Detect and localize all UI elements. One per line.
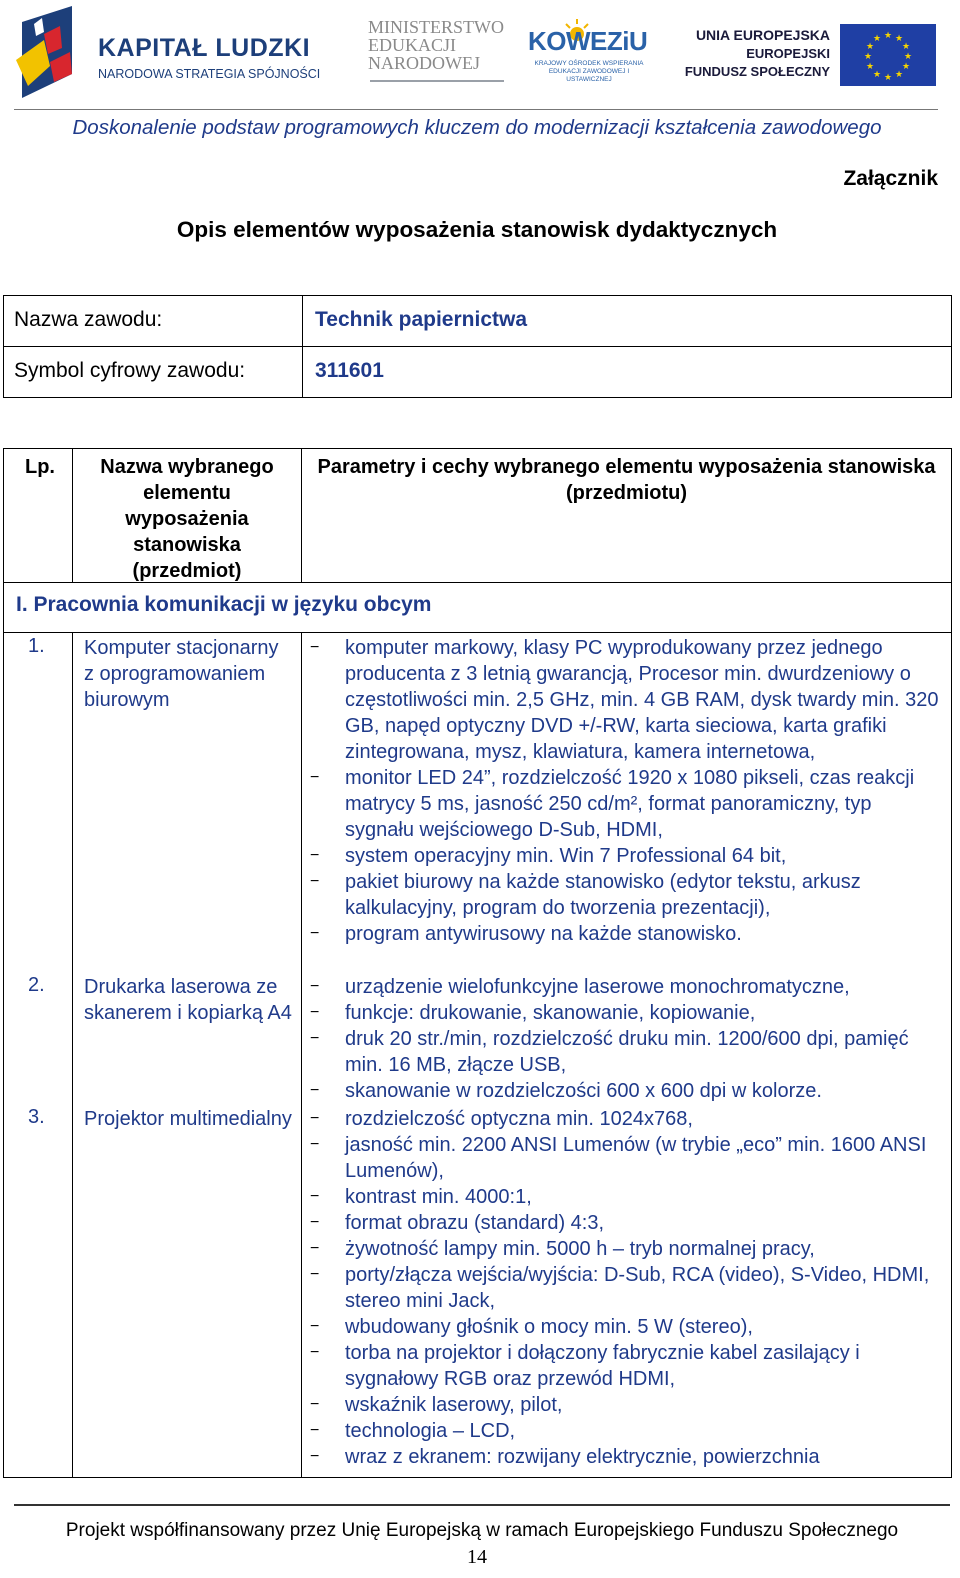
row-1-lp: 1.: [28, 635, 45, 657]
row-1-name: Komputer stacjonarny z oprogramowaniem biurowym: [84, 637, 279, 711]
profession-symbol-label: Symbol cyfrowy zawodu:: [14, 359, 246, 382]
svg-text:★: ★: [883, 31, 893, 41]
list-item: − jasność min. 2200 ANSI Lumenów (w trybie „eco” min. 1600 ANSI Lumenów),: [310, 1134, 927, 1182]
list-item: − kontrast min. 4000:1,: [310, 1186, 532, 1208]
eu-line-2: EUROPEJSKI: [746, 46, 830, 61]
kapital-ludzki-emblem-icon: [14, 4, 84, 102]
header-divider: [14, 109, 938, 110]
list-item: − rozdzielczość optyczna min. 1024x768,: [310, 1108, 693, 1130]
info-column-divider: [302, 296, 303, 397]
list-item: − komputer markowy, klasy PC wyprodukowany przez jednego producenta z 3 letnią gwarancją, Procesor min. dwurdzeniowy o częstotliwości min. 2,5 GHz, min. 4 GB RAM, dysk twardy min. 320 GB, napęd optyczny DVD +/-RW, karta sieciowa, karta grafiki zintegrowana, mysz, klawiatura, kamera internetowa,: [310, 637, 939, 763]
profession-symbol-value: 311601: [315, 359, 384, 382]
men-logo: [368, 18, 508, 88]
column-header-params: Parametry i cechy wybranego elementu wyposażenia stanowiska (przedmiotu): [317, 456, 936, 504]
footer-text: Projekt współfinansowany przez Unię Europejską w ramach Europejskiego Funduszu Społecznego: [65, 1520, 899, 1541]
list-item: − funkcje: drukowanie, skanowanie, kopiowanie,: [310, 1002, 756, 1024]
page-number: 14: [467, 1546, 487, 1568]
footer-divider: [14, 1504, 950, 1506]
svg-text:★: ★: [894, 70, 904, 80]
row-3-lp: 3.: [28, 1106, 45, 1128]
kapital-ludzki-subtitle: NARODOWA STRATEGIA SPÓJNOŚCI: [98, 67, 321, 81]
list-item: − monitor LED 24”, rozdzielczość 1920 x 1080 pikseli, czas reakcji matrycy 5 ms, jasność 250 cd/m², format panoramiczny, typ sygnału wejściowego D-Sub, HDMI,: [310, 767, 915, 841]
profession-name-row: [4, 296, 951, 347]
equipment-table: [3, 448, 952, 1478]
section-bottom-line: [4, 632, 951, 633]
row-1-params: [304, 635, 944, 947]
header-divider-2: [301, 449, 302, 582]
men-underline: [370, 80, 504, 82]
eu-stars-icon: [840, 24, 936, 86]
eu-line-1: UNIA EUROPEJSKA: [695, 27, 830, 43]
svg-text:★: ★: [863, 52, 873, 62]
list-item: − wraz z ekranem: rozwijany elektrycznie, powierzchnia: [310, 1446, 820, 1468]
koweziu-logo: [526, 18, 648, 88]
header-bottom-line: [4, 582, 951, 583]
project-subtitle: Doskonalenie podstaw programowych kluczem do modernizacji kształcenia zawodowego: [72, 116, 882, 139]
svg-text:★: ★: [865, 62, 875, 72]
svg-text:★: ★: [872, 70, 882, 80]
eu-line-3: FUNDUSZ SPOŁECZNY: [684, 64, 830, 79]
svg-text:★: ★: [872, 34, 882, 44]
list-item: − system operacyjny min. Win 7 Professional 64 bit,: [310, 845, 787, 867]
annex-label: Załącznik: [843, 167, 938, 190]
men-line-2: EDUKACJI: [368, 35, 456, 55]
eu-flag: [840, 24, 936, 86]
list-item: − wbudowany głośnik o mocy min. 5 W (stereo),: [310, 1316, 753, 1338]
document-title: Opis elementów wyposażenia stanowisk dydaktycznych: [176, 217, 778, 242]
svg-text:★: ★: [901, 62, 911, 72]
list-item: − program antywirusowy na każde stanowisko.: [310, 923, 742, 945]
svg-text:★: ★: [901, 42, 911, 52]
list-item: − torba na projektor i dołączony fabrycznie kabel zasilający i sygnałowy RGB oraz przewód HDMI,: [310, 1342, 860, 1390]
kapital-ludzki-logo: [14, 4, 324, 102]
profession-name-label: Nazwa zawodu:: [14, 308, 163, 331]
column-header-name: Nazwa wybranego elementu wyposażenia stanowiska (przedmiot): [100, 456, 274, 582]
header-divider-1: [72, 449, 73, 582]
list-item: − druk 20 str./min, rozdzielczość druku min. 1200/600 dpi, pamięć min. 16 MB, złącze USB,: [310, 1028, 909, 1076]
list-item: − urządzenie wielofunkcyjne laserowe monochromatyczne,: [310, 976, 850, 998]
men-line-3: NARODOWEJ: [368, 53, 480, 73]
svg-text:★: ★: [894, 34, 904, 44]
list-item: − skanowanie w rozdzielczości 600 x 600 dpi w kolorze.: [310, 1080, 822, 1102]
row-2-name: Drukarka laserowa ze skanerem i kopiarką A4: [84, 976, 292, 1024]
list-item: − technologia – LCD,: [310, 1420, 516, 1442]
list-item: − pakiet biurowy na każde stanowisko (edytor tekstu, arkusz kalkulacyjny, program do tworzenia prezentacji),: [310, 871, 861, 919]
list-item: − porty/złącza wejścia/wyjścia: D-Sub, RCA (video), S-Video, HDMI, stereo mini Jack,: [310, 1264, 930, 1312]
koweziu-title: KOWEZiU: [528, 26, 648, 56]
row-3-params: [304, 1106, 944, 1470]
column-header-lp: Lp.: [25, 456, 55, 478]
list-item: − format obrazu (standard) 4:3,: [310, 1212, 605, 1234]
section-title: I. Pracownia komunikacji w języku obcym: [16, 593, 432, 616]
row-2-lp: 2.: [28, 974, 45, 996]
svg-text:★: ★: [903, 52, 913, 62]
men-line-1: MINISTERSTWO: [368, 17, 504, 37]
header-logos: [0, 0, 960, 108]
list-item: − żywotność lampy min. 5000 h – tryb normalnej pracy,: [310, 1238, 815, 1260]
row-2-params: [304, 974, 944, 1104]
svg-text:★: ★: [865, 42, 875, 52]
profession-symbol-row: [4, 347, 951, 397]
koweziu-subtitle: KRAJOWY OŚRODEK WSPIERANIA EDUKACJI ZAWODOWEJ I USTAWICZNEJ: [534, 60, 644, 83]
row-3-name: Projektor multimedialny: [84, 1108, 292, 1130]
profession-info-table: [3, 295, 952, 398]
kapital-ludzki-title: KAPITAŁ LUDZKI: [98, 34, 311, 62]
body-divider-1: [72, 633, 73, 1477]
svg-text:★: ★: [883, 73, 893, 83]
profession-name-value: Technik papiernictwa: [315, 308, 527, 331]
body-divider-2: [301, 633, 302, 1477]
list-item: − wskaźnik laserowy, pilot,: [310, 1394, 563, 1416]
eu-logo: [684, 24, 936, 86]
